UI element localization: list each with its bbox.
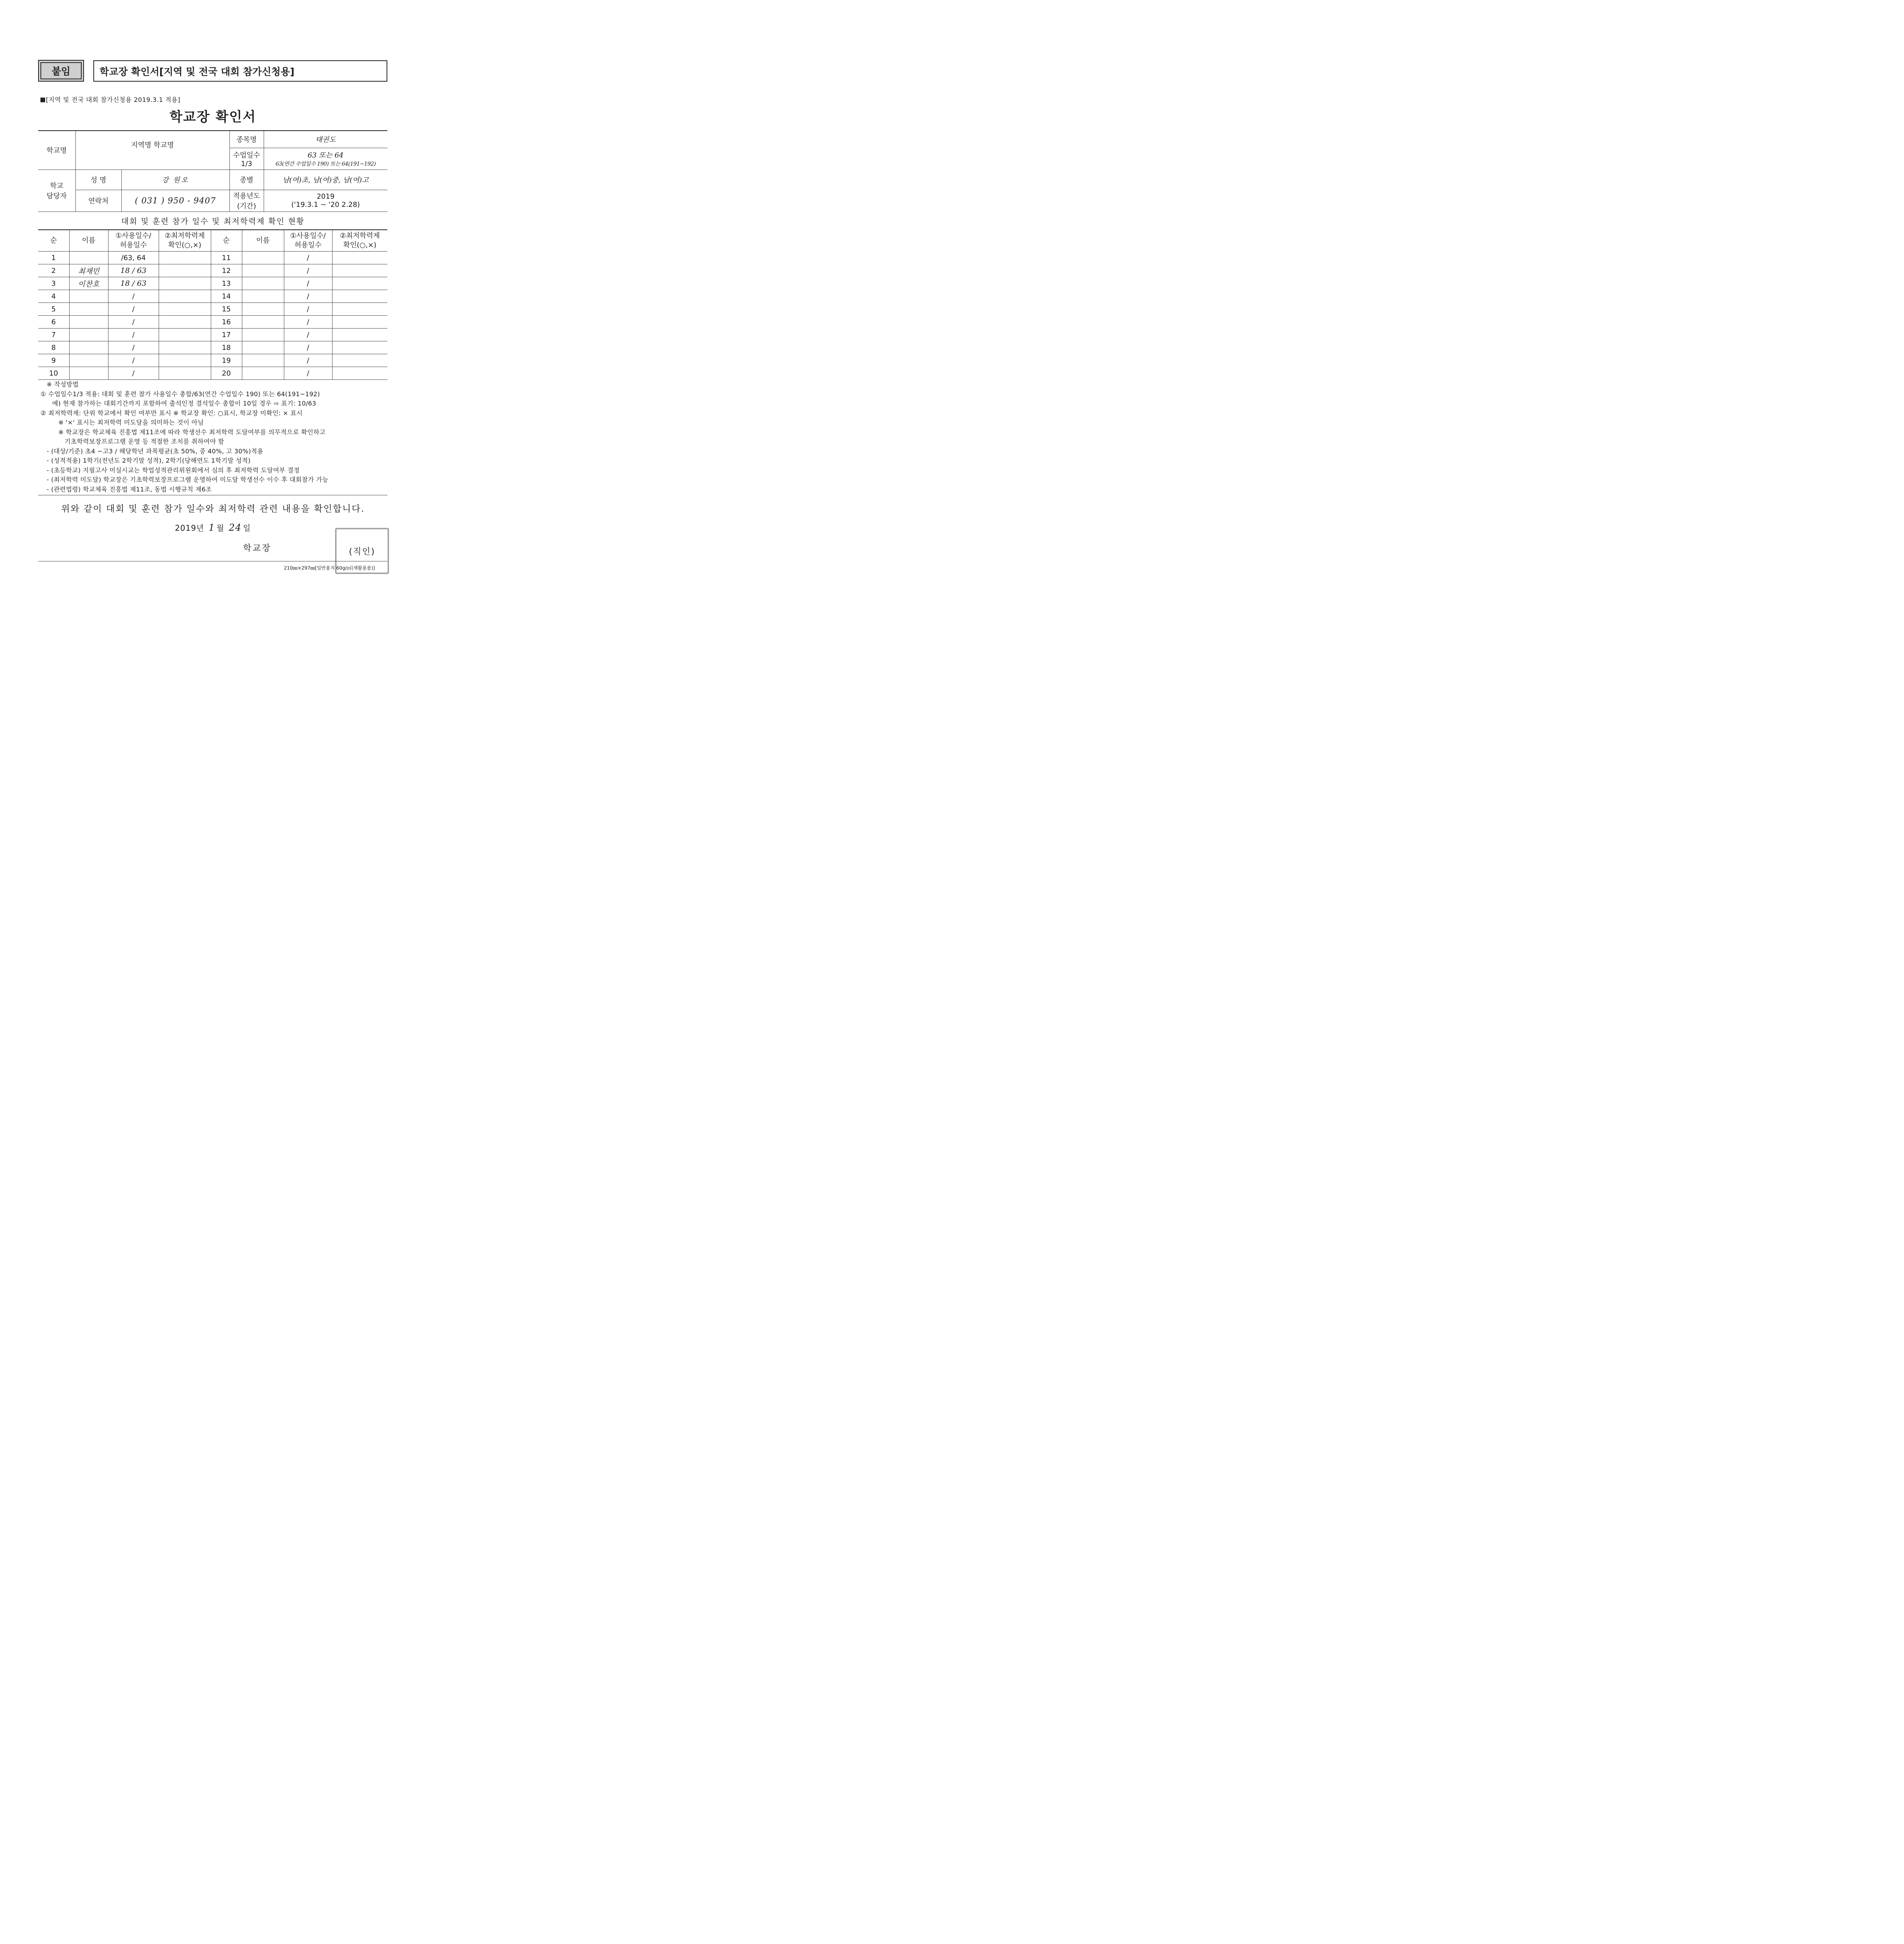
col-name: 이름 [242, 230, 284, 252]
notice-text: [지역 및 전국 대회 참가신청용 2019.3.1 적용] [46, 96, 180, 103]
document-heading: 학교장 확인서[지역 및 전국 대회 참가신청용] [93, 60, 387, 82]
col-days: ①사용일수/ 허용일수 [108, 230, 159, 252]
note-detail: - (관련법령) 학교체육 진흥법 제11조, 동법 시행규칙 제6조 [47, 485, 212, 493]
confirmation-text: 위와 같이 대회 및 훈련 참가 일수와 최저학력 관련 내용을 확인합니다. [61, 504, 365, 514]
note-detail: - (초등학교) 지필고사 미실시교는 학업성적관리위원회에서 심의 후 최저학력 도달여부 결정 [47, 466, 300, 474]
status-title: 대회 및 훈련 참가 일수 및 최저학력제 확인 현황 [121, 217, 305, 226]
instructions [40, 380, 390, 494]
note-detail: - (성적적용) 1학기(전년도 2학기말 성적), 2학기(당해연도 1학기말 성적) [47, 457, 251, 464]
participant-table [38, 229, 387, 380]
page-title: 학교장 확인서 [170, 109, 256, 125]
note-2-remark: 기초학력보장프로그램 운영 등 적절한 조치를 취하여야 함 [65, 438, 224, 445]
table-row: 4 / 14 / [38, 290, 387, 303]
sport-value: 태권도 [264, 131, 387, 148]
col-name: 이름 [69, 230, 108, 252]
sport-label: 종목명 [229, 131, 264, 148]
year-value: 2019 ('19.3.1 ~ '20 2.28) [264, 190, 387, 212]
col-check: ②최저학력제 확인(○,×) [332, 230, 387, 252]
paper-spec: 210㎜×297㎜[일반용지 60g/㎡(재활용품)] [284, 565, 375, 571]
table-row: 8 / 18 / [38, 341, 387, 354]
notes-heading: ※ 작성방법 [47, 381, 79, 388]
attachment-tag [38, 60, 84, 82]
bullet-square-icon [40, 98, 45, 102]
table-row: 1 /63, 64 11 / [38, 252, 387, 264]
table-row: 3 이찬호 18 / 63 13 / [38, 277, 387, 290]
note-2-remark: ※ '×' 표시는 최저학력 미도달을 의미하는 것이 아님 [58, 419, 204, 426]
official-seal: (직인) [335, 528, 389, 574]
note-1: ① 수업일수1/3 적용: 대회 및 훈련 참가 사용일수 총합/63(연간 수업일수 190) 또는 64(191~192) [40, 390, 320, 398]
col-days: ①사용일수/ 허용일수 [284, 230, 332, 252]
table-row: 9 / 19 / [38, 354, 387, 367]
note-detail: - (최저학력 미도달) 학교장은 기초학력보장프로그램 운영하여 미도달 학생선수 이수 후 대회참가 가능 [47, 476, 329, 483]
days-value: 63 또는 64 63(연간 수업일수 190) 또는 64(191~192) [264, 148, 387, 170]
name-label: 성 명 [75, 170, 121, 190]
col-no: 순 [211, 230, 242, 252]
school-info-table [38, 130, 387, 212]
phone-value: ( 031 ) 950 - 9407 [121, 190, 229, 212]
year-label: 적용년도 (기간) [229, 190, 264, 212]
principal-label: 학교장 [243, 544, 271, 553]
note-1-example: 예) 현재 참가하는 대회기간까지 포함하여 출석인정 결석일수 총합이 10일 경우 ⇨ 표기: 10/63 [52, 400, 317, 407]
school-value: 지역명 학교명 [75, 131, 229, 170]
school-label: 학교명 [38, 131, 75, 170]
contact-label: 학교 담당자 [38, 170, 75, 212]
days-label: 수업일수 1/3 [229, 148, 264, 170]
table-row: 7 / 17 / [38, 329, 387, 341]
note-detail: - (대상/기준) 초4 ~고3 / 해당학년 과목평균(초 50%, 중 40%, 고 30%)적용 [47, 447, 264, 455]
col-check: ②최저학력제 확인(○,×) [159, 230, 211, 252]
table-row: 10 / 20 / [38, 367, 387, 380]
note-2-remark: ※ 학교장은 학교체육 진흥법 제11조에 따라 학생선수 최저학력 도달여부를 의무적으로 확인하고 [58, 428, 326, 436]
category-label: 종별 [229, 170, 264, 190]
note-2: ② 최저학력제: 단위 학교에서 확인 여부만 표시 ※ 학교장 확인: ○표시, 학교장 미확인: × 표시 [40, 409, 303, 417]
name-value: 강 원오 [121, 170, 229, 190]
col-no: 순 [38, 230, 69, 252]
table-row: 2 최재민 18 / 63 12 / [38, 264, 387, 277]
signature-date: 2019년 1 월 24 일 [175, 522, 251, 533]
notice-line [40, 95, 180, 104]
table-row: 5 / 15 / [38, 303, 387, 316]
table-row: 6 / 16 / [38, 316, 387, 329]
phone-label: 연락처 [75, 190, 121, 212]
category-value: 남(여)초, 남(여)중, 남(여)고 [264, 170, 387, 190]
attachment-tag-label: 붙임 [40, 62, 82, 79]
